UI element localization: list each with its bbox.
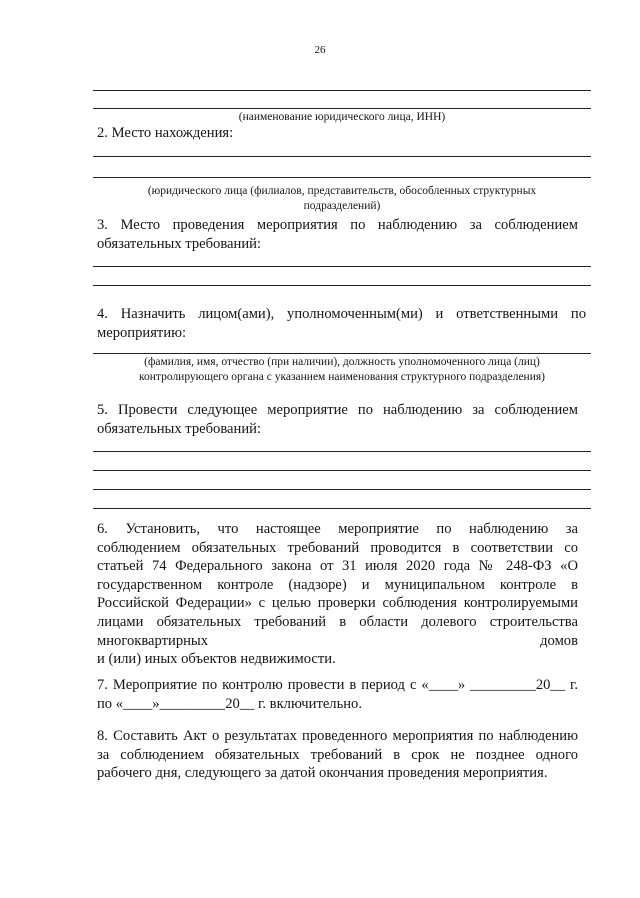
legal-basis-line: и (или) иных объектов недвижимости. (97, 651, 336, 668)
fill-line (93, 266, 591, 267)
fill-line (93, 353, 591, 354)
report-line: за соблюдением обязательных требований в срок не позднее одного (97, 746, 578, 763)
legal-basis-line: лицами обязательных требований в области долевого строительства (97, 613, 578, 630)
location-caption-line1: (юридического лица (филиалов, представительств, обособленных структурных (147, 185, 537, 197)
appoint-paragraph-line1: 4. Назначить лицом(ами), уполномоченным(ми) и ответственными по (97, 306, 586, 322)
fill-line (93, 177, 591, 178)
location-caption-line2: подразделений) (303, 200, 381, 212)
period-line2: по «____»_________20__ г. включительно. (97, 696, 362, 712)
legal-basis-line: Российской Федерации» с целью проверки соблюдения контролируемыми (97, 595, 578, 612)
legal-basis-line: государственном контроле (надзоре) и муниципальном контроле в (97, 576, 578, 593)
fill-line (93, 451, 591, 452)
page-number: 26 (314, 44, 326, 56)
conduct-paragraph-line1: 5. Провести следующее мероприятие по наблюдению за соблюдением (97, 402, 578, 418)
fill-line (93, 90, 591, 91)
fill-line (93, 156, 591, 157)
fill-line (93, 489, 591, 490)
fill-line (93, 285, 591, 286)
legal-entity-caption: (наименование юридического лица, ИНН) (238, 111, 446, 123)
legal-basis-line: статьей 74 Федерального закона от 31 июля 2020 года № 248-ФЗ «О (97, 558, 578, 575)
legal-basis-paragraph (97, 520, 578, 669)
report-line: рабочего дня, следующего за датой окончания проведения мероприятия. (97, 765, 548, 782)
legal-basis-line: 6. Установить, что настоящее мероприятие по наблюдению за (97, 521, 578, 537)
venue-paragraph-line1: 3. Место проведения мероприятия по наблюдению за соблюдением (97, 217, 578, 233)
venue-paragraph-line2: обязательных требований: (97, 236, 262, 252)
fill-line (93, 108, 591, 109)
location-heading: 2. Место нахождения: (97, 125, 234, 141)
appoint-caption-line2: контролирующего органа с указанием наименования структурного подразделения) (139, 371, 545, 383)
legal-basis-line: соблюдением обязательных требований проводится в соответствии со (97, 539, 578, 556)
fill-line (93, 470, 591, 471)
appoint-caption-line1: (фамилия, имя, отчество (при наличии), должность уполномоченного лица (лиц) (144, 356, 540, 368)
legal-basis-line: многоквартирных домов (97, 632, 578, 649)
appoint-paragraph-line2: мероприятию: (97, 325, 187, 341)
report-paragraph (97, 727, 578, 783)
report-line: 8. Составить Акт о результатах проведенного мероприятия по наблюдению (97, 728, 578, 744)
conduct-paragraph-line2: обязательных требований: (97, 421, 262, 437)
location-caption (93, 184, 591, 214)
appoint-caption (93, 355, 591, 385)
period-line1: 7. Мероприятие по контролю провести в период с «____» _________20__ г. (97, 677, 578, 693)
fill-line (93, 508, 591, 509)
